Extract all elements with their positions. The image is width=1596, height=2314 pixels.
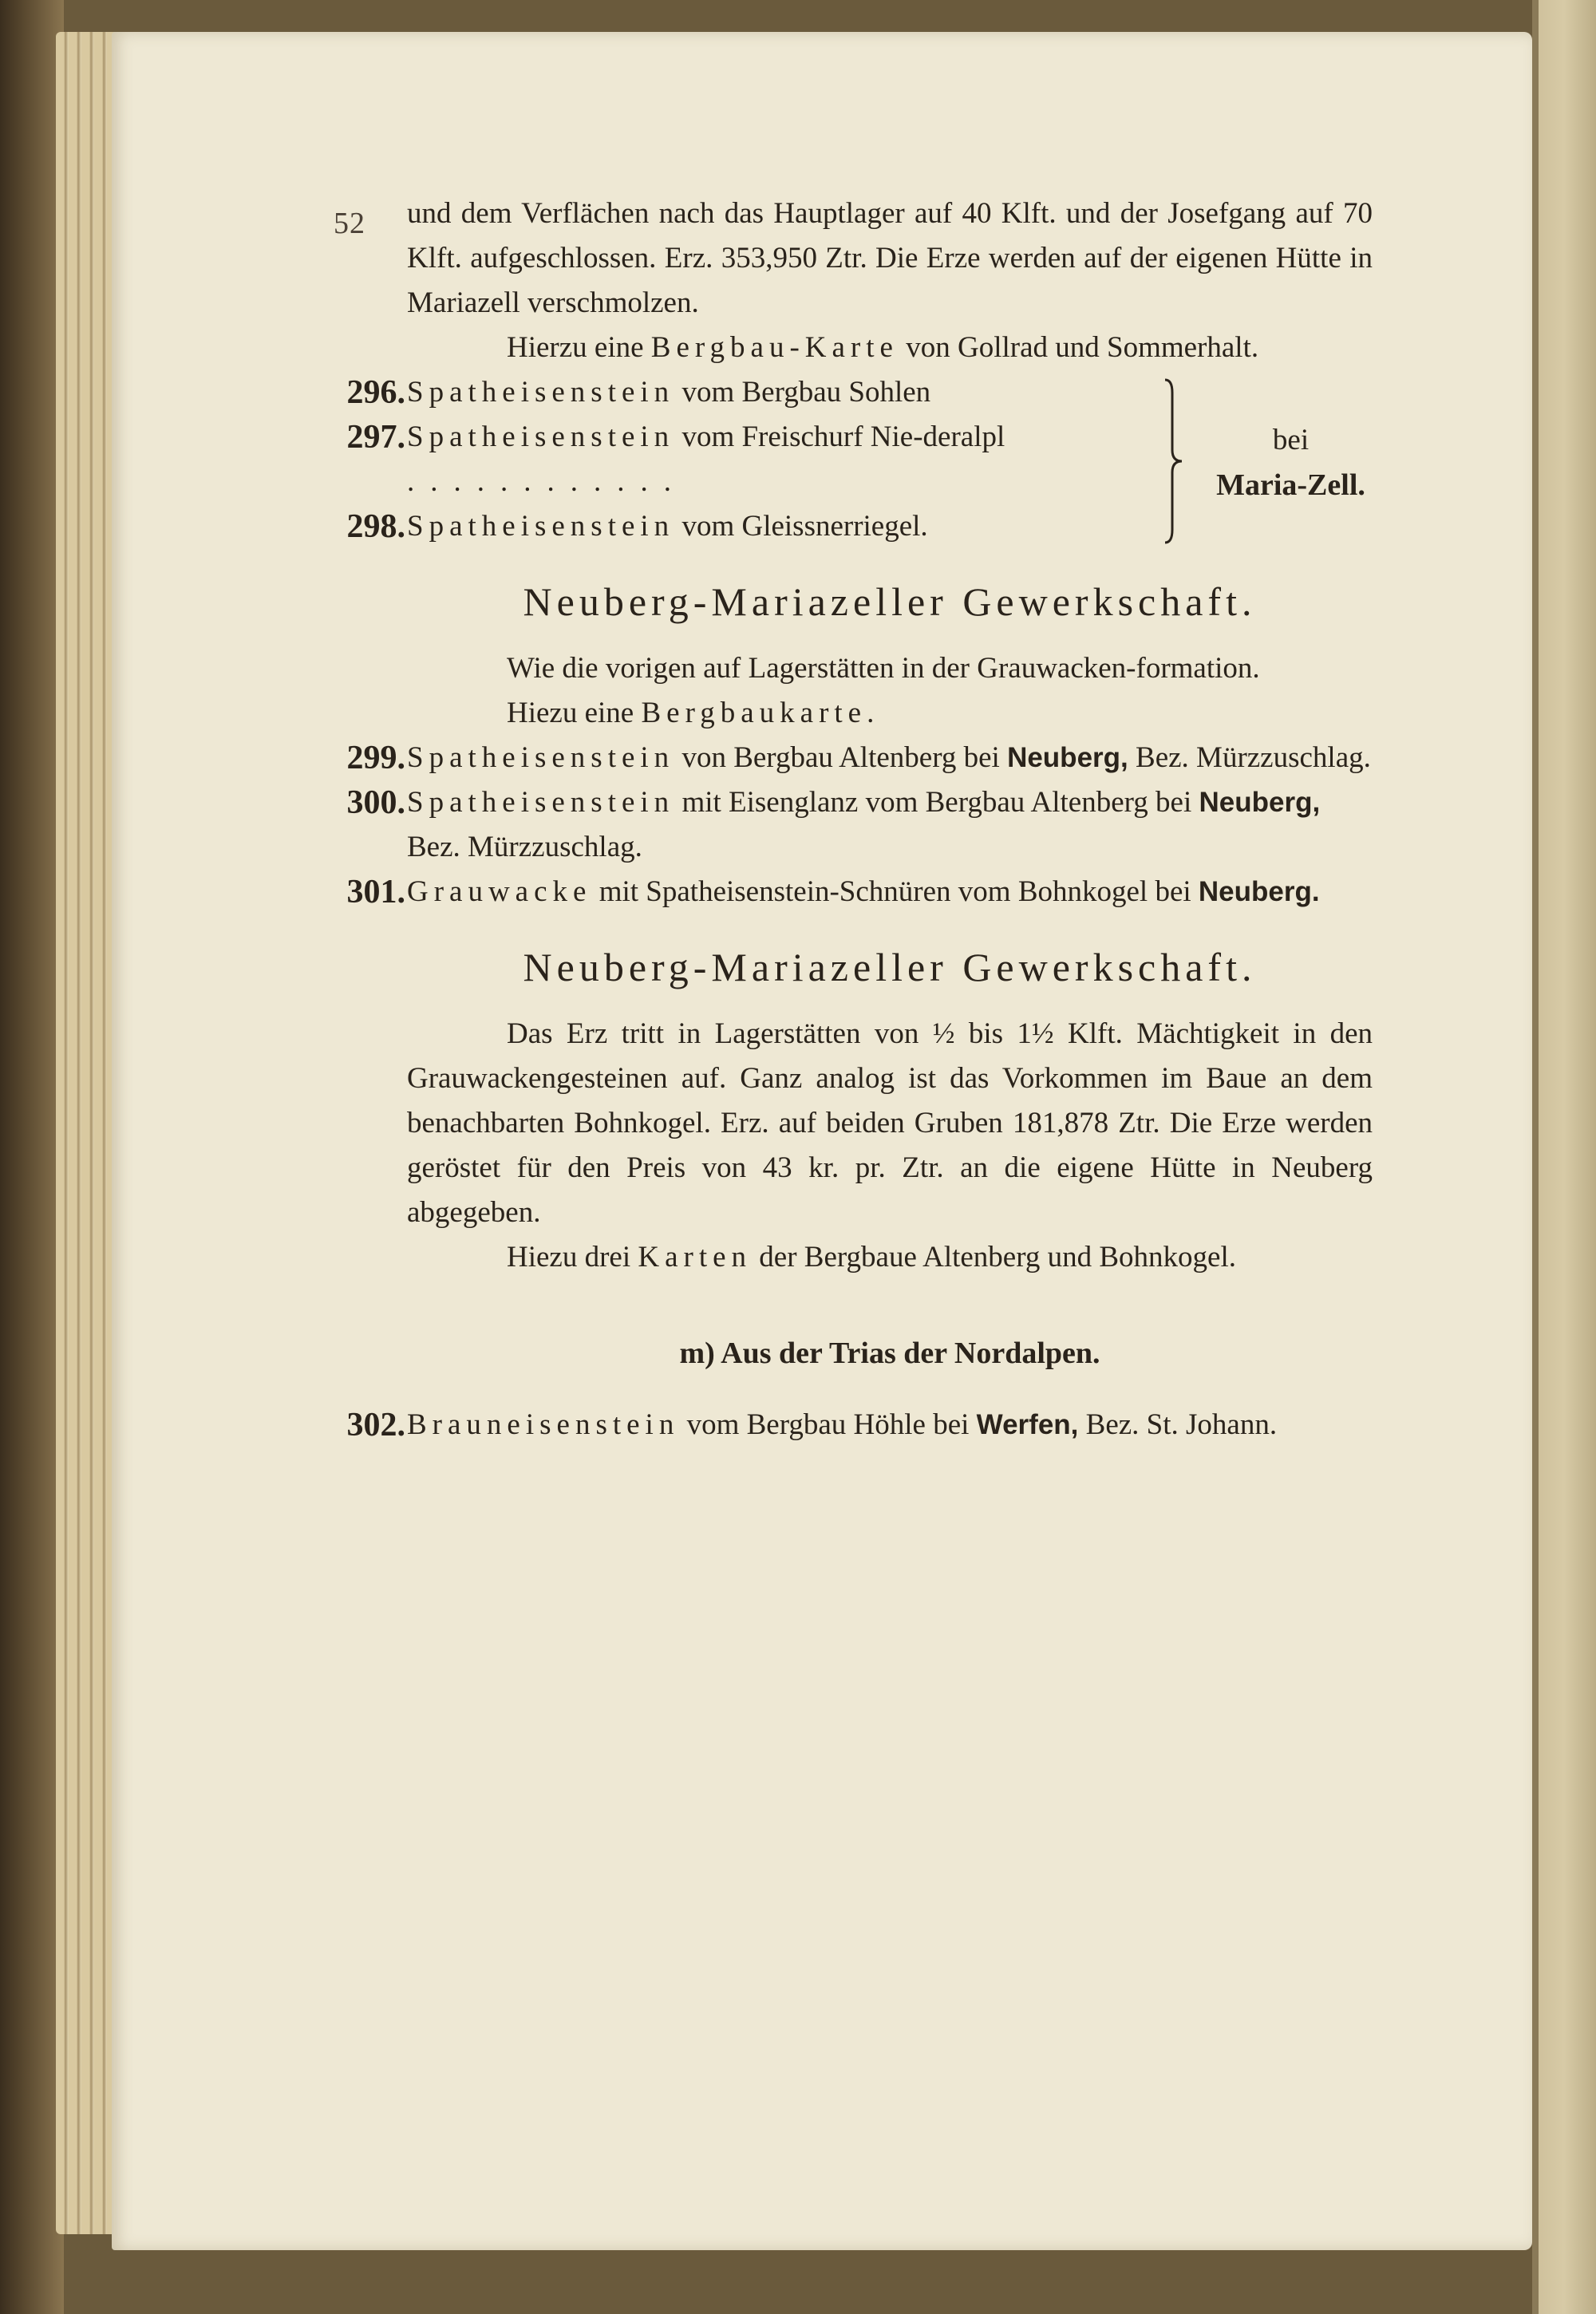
brace-location-label: bei Maria-Zell.	[1216, 424, 1365, 502]
heading-gewerkschaft-1: Neuberg-Mariazeller Gewerkschaft.	[523, 579, 1257, 624]
entry-299: 299. Spatheisenstein von Bergbau Altenberg bei Neuberg, Bez. Mürzzuschlag.	[407, 736, 1373, 780]
entry-300: 300. Spatheisenstein mit Eisenglanz vom Bergbau Altenberg bei Neuberg, Bez. Mürzzuschlag.	[407, 780, 1373, 870]
section-heading-trias: m) Aus der Trias der Nordalpen.	[679, 1337, 1100, 1370]
curly-brace-icon	[1161, 377, 1185, 546]
entry-number: 300.	[346, 784, 405, 821]
paragraph-text: und dem Verflächen nach das Hauptlager auf 40 Klft. und der Josefgang auf 70 Klft. aufgeschlossen. Erz. 353,950 Ztr. Die Erze werden auf der eigenen Hütte in Mariazell verschmolzen.	[407, 197, 1373, 319]
entry-group-maria-zell	[346, 370, 1373, 549]
entry-298: 298. Spatheisenstein vom Gleissnerriegel.	[407, 504, 1153, 549]
entry-296: 296. Spatheisenstein vom Bergbau Sohlen	[407, 370, 1153, 415]
entry-301: 301. Grauwacke mit Spatheisenstein-Schnüren vom Bohnkogel bei Neuberg.	[407, 870, 1373, 914]
paragraph-erz: Das Erz tritt in Lagerstätten von ½ bis 1½ Klft. Mächtigkeit in den Grauwackengesteinen auf. Ganz analog ist das Vorkommen im Baue an dem benachbarten Bohnkogel. Erz. auf beiden Gruben 181,878 Ztr. Die Erze werden geröstet für den Preis von 43 kr. pr. Ztr. an die eigene Hütte in Neuberg abgegeben.	[407, 1017, 1373, 1229]
entry-297: 297. Spatheisenstein vom Freischurf Nie-deralpl ............	[407, 415, 1153, 504]
entry-number: 299.	[346, 740, 405, 776]
map-note-bergbaukarte: Hiezu eine Bergbaukarte.	[507, 697, 880, 729]
entry-number: 301.	[346, 874, 405, 910]
entry-302: 302. Brauneisenstein vom Bergbau Höhle bei Werfen, Bez. St. Johann.	[407, 1403, 1373, 1447]
entry-number: 296.	[346, 374, 405, 411]
entry-number: 297.	[346, 419, 405, 456]
map-note-gollrad: Hierzu eine Bergbau-Karte von Gollrad und Sommerhalt.	[507, 331, 1259, 364]
map-note-karten: Hiezu drei Karten der Bergbaue Altenberg und Bohnkogel.	[507, 1241, 1237, 1273]
scan-background-left	[0, 0, 64, 2314]
scan-background-right	[1532, 0, 1596, 2314]
page-number: 52	[334, 207, 365, 240]
paragraph-lagerstaetten: Wie die vorigen auf Lagerstätten in der Grauwacken-formation.	[507, 652, 1260, 685]
paragraph-gollrad	[407, 192, 1373, 326]
entry-number: 298.	[346, 508, 405, 545]
heading-gewerkschaft-2: Neuberg-Mariazeller Gewerkschaft.	[523, 945, 1257, 989]
entry-number: 302.	[346, 1407, 405, 1443]
